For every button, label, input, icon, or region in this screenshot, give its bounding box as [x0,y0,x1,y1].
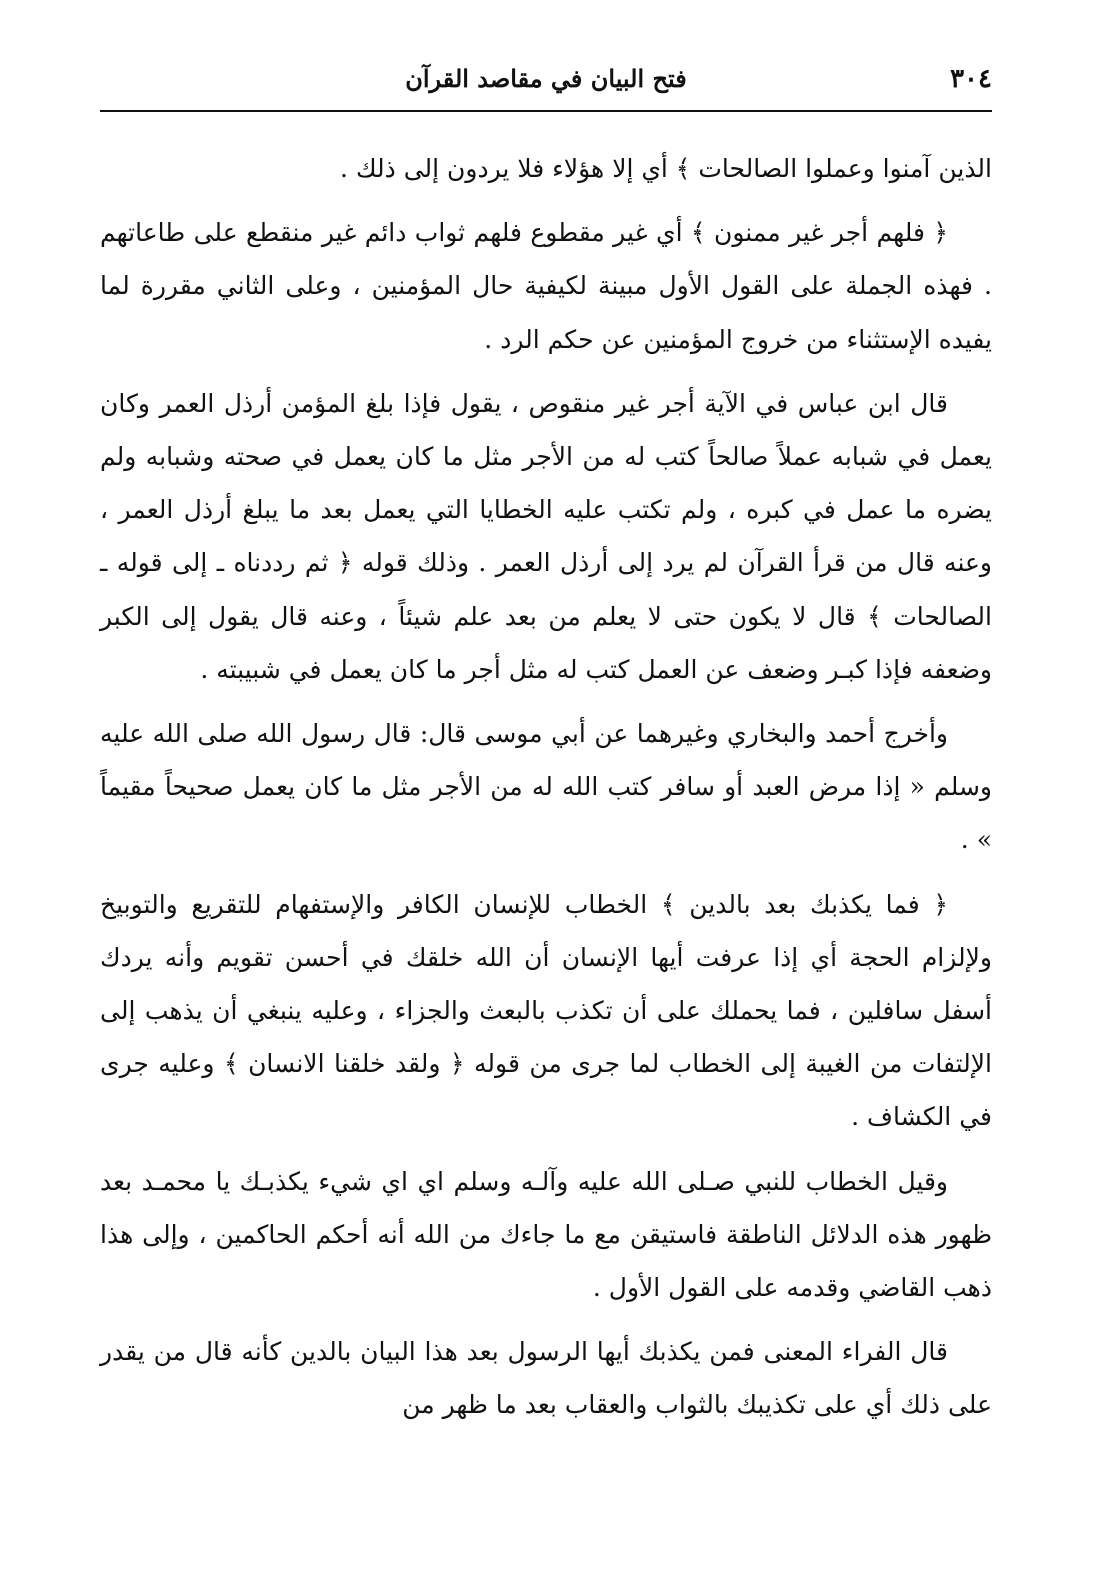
paragraph: ﴿ فما يكذبك بعد بالدين ﴾ الخطاب للإنسان الكافر والإستفهام للتقريع والتوبيخ ولإلزام الحجة أي إذا عرفت أيها الإنسان أن الله خلقك في أحسن تقويم وأنه يردك أسفل سافلين ، فما يحملك على أن تكذب بالبعث والجزاء ، وعليه ينبغي أن يذهب إلى الإلتفات من الغيبة إلى الخطاب لما جرى من قوله ﴿ ولقد خلقنا الانسان ﴾ وعليه جرى في الكشاف . [100,889,992,1132]
paragraph: الذين آمنوا وعملوا الصالحات ﴾ أي إلا هؤلاء فلا يردون إلى ذلك . [340,154,992,183]
paragraph: ﴿ فلهم أجر غير ممنون ﴾ أي غير مقطوع فلهم ثواب دائم غير منقطع على طاعاتهم . فهذه الجملة على القول الأول مبينة لكيفية حال المؤمنين ، وعلى الثاني مقررة لما يفيده الإستثناء من خروج المؤمنين عن حكم الرد . [100,218,992,354]
body-text [100,142,992,1443]
paragraph: قال الفراء المعنى فمن يكذبك أيها الرسول بعد هذا البيان بالدين كأنه قال من يقدر على ذلك أي على تكذيبك بالثواب والعقاب بعد ما ظهر من [100,1337,992,1420]
paragraph: قال ابن عباس في الآية أجر غير منقوص ، يقول فإذا بلغ المؤمن أرذل العمر وكان يعمل في شبابه عملاً صالحاً كتب له من الأجر مثل ما كان يعمل في صحته وشبابه ولم يضره ما عمل في كبره ، ولم تكتب عليه الخطايا التي يعمل بعد ما يبلغ أرذل العمر ، وعنه قال من قرأ القرآن لم يرد إلى أرذل العمر . وذلك قوله ﴿ ثم رددناه ـ إلى قوله ـ الصالحات ﴾ قال لا يكون حتى لا يعلم من بعد علم شيئاً ، وعنه قال يقول إلى الكبر وضعفه فإذا كبـر وضعف عن العمل كتب له مثل أجر ما كان يعمل في شبيبته . [100,388,992,684]
page-number: ٣٠٤ [950,64,992,94]
paragraph: وقيل الخطاب للنبي صـلى الله عليه وآلـه وسلم اي اي شيء يكذبـك يا محمـد بعد ظهور هذه الدلائل الناطقة فاستيقن مع ما جاءك من الله أنه أحكم الحاكمين ، وإلى هذا ذهب القاضي وقدمه على القول الأول . [100,1166,992,1303]
running-title: فتح البيان في مقاصد القرآن [405,64,687,93]
paragraph: وأخرج أحمد والبخاري وغيرهما عن أبي موسى قال: قال رسول الله صلى الله عليه وسلم « إذا مرض العبد أو سافر كتب الله له من الأجر مثل ما كان يعمل صحيحاً مقيماً » . [100,719,992,855]
page-header [100,62,992,110]
header-rule [100,110,992,112]
